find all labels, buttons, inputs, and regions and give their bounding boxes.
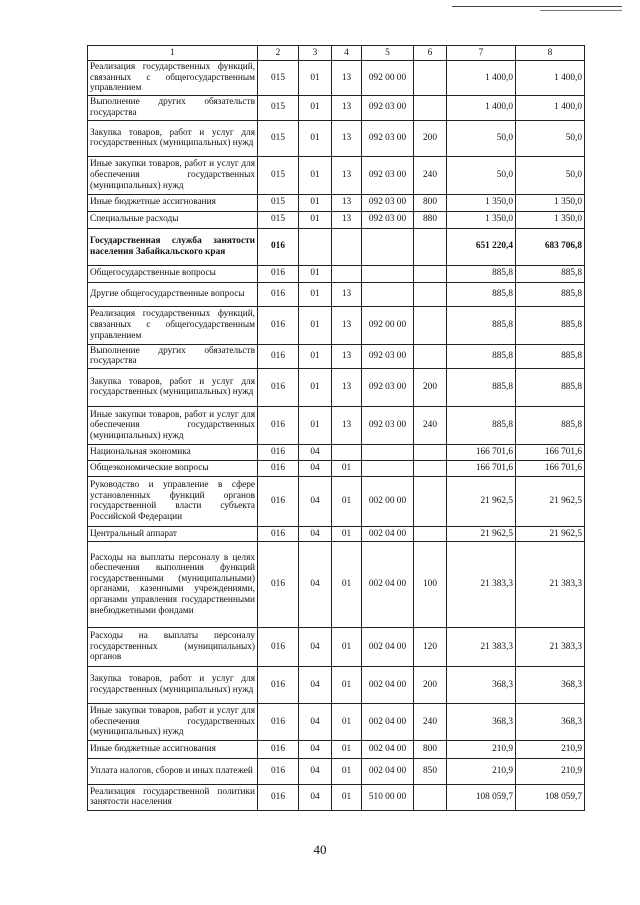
header-cell: 8 bbox=[516, 46, 585, 61]
admin-code-cell: 016 bbox=[258, 368, 299, 406]
section-code-cell: 01 bbox=[299, 120, 332, 156]
row-name-cell: Закупка товаров, работ и услуг для государственных (муниципальных) нужд bbox=[88, 368, 258, 406]
expense-type-cell: 240 bbox=[414, 703, 447, 740]
admin-code-cell: 015 bbox=[258, 194, 299, 211]
admin-code-cell: 016 bbox=[258, 344, 299, 368]
subsection-code-cell: 13 bbox=[332, 61, 362, 96]
expense-type-cell: 850 bbox=[414, 758, 447, 784]
expense-type-cell bbox=[414, 306, 447, 344]
amount-col8-cell: 166 701,6 bbox=[516, 460, 585, 476]
header-cell: 4 bbox=[332, 46, 362, 61]
amount-col7-cell: 166 701,6 bbox=[447, 460, 516, 476]
amount-col7-cell: 21 962,5 bbox=[447, 476, 516, 526]
admin-code-cell: 016 bbox=[258, 476, 299, 526]
section-code-cell: 01 bbox=[299, 344, 332, 368]
table-row bbox=[88, 211, 585, 228]
top-rule-short bbox=[540, 10, 622, 11]
row-name-cell: Уплата налогов, сборов и иных платежей bbox=[88, 758, 258, 784]
amount-col8-cell: 885,8 bbox=[516, 368, 585, 406]
table-row bbox=[88, 460, 585, 476]
row-name-cell: Иные закупки товаров, работ и услуг для обеспечения государственных (муниципальных) нужд bbox=[88, 703, 258, 740]
expense-type-cell: 240 bbox=[414, 406, 447, 444]
amount-col8-cell: 21 383,3 bbox=[516, 541, 585, 627]
amount-col8-cell: 21 962,5 bbox=[516, 476, 585, 526]
admin-code-cell: 015 bbox=[258, 95, 299, 120]
section-code-cell: 04 bbox=[299, 758, 332, 784]
subsection-code-cell: 01 bbox=[332, 666, 362, 703]
amount-col8-cell: 1 400,0 bbox=[516, 95, 585, 120]
amount-col7-cell: 885,8 bbox=[447, 282, 516, 306]
section-code-cell: 01 bbox=[299, 95, 332, 120]
target-article-cell: 092 03 00 bbox=[362, 95, 414, 120]
expense-type-cell: 200 bbox=[414, 120, 447, 156]
expense-type-cell bbox=[414, 95, 447, 120]
row-name-cell: Иные закупки товаров, работ и услуг для обеспечения государственных (муниципальных) нужд bbox=[88, 406, 258, 444]
row-name-cell: Расходы на выплаты персоналу государственных (муниципальных) органов bbox=[88, 627, 258, 666]
amount-col7-cell: 885,8 bbox=[447, 406, 516, 444]
amount-col7-cell: 1 350,0 bbox=[447, 194, 516, 211]
amount-col7-cell: 368,3 bbox=[447, 703, 516, 740]
admin-code-cell: 016 bbox=[258, 758, 299, 784]
row-name-cell: Реализация государственных функций, связанных с общегосударственным управлением bbox=[88, 61, 258, 96]
row-name-cell: Иные бюджетные ассигнования bbox=[88, 740, 258, 758]
table-row bbox=[88, 368, 585, 406]
subsection-code-cell: 01 bbox=[332, 476, 362, 526]
amount-col7-cell: 885,8 bbox=[447, 306, 516, 344]
subsection-code-cell: 13 bbox=[332, 120, 362, 156]
section-code-cell: 04 bbox=[299, 476, 332, 526]
row-name-cell: Общеэкономические вопросы bbox=[88, 460, 258, 476]
target-article-cell bbox=[362, 265, 414, 282]
table-row bbox=[88, 444, 585, 460]
section-code-cell: 01 bbox=[299, 61, 332, 96]
table-row bbox=[88, 541, 585, 627]
amount-col7-cell: 885,8 bbox=[447, 368, 516, 406]
subsection-code-cell: 01 bbox=[332, 740, 362, 758]
amount-col8-cell: 1 350,0 bbox=[516, 194, 585, 211]
admin-code-cell: 016 bbox=[258, 526, 299, 541]
amount-col8-cell: 885,8 bbox=[516, 282, 585, 306]
section-code-cell: 04 bbox=[299, 703, 332, 740]
section-code-cell: 04 bbox=[299, 627, 332, 666]
row-name-cell: Национальная экономика bbox=[88, 444, 258, 460]
amount-col7-cell: 885,8 bbox=[447, 265, 516, 282]
expense-type-cell: 240 bbox=[414, 156, 447, 194]
amount-col7-cell: 21 383,3 bbox=[447, 627, 516, 666]
row-name-cell: Государственная служба занятости населения Забайкальского края bbox=[88, 228, 258, 265]
target-article-cell: 002 04 00 bbox=[362, 627, 414, 666]
target-article-cell: 002 04 00 bbox=[362, 526, 414, 541]
target-article-cell bbox=[362, 282, 414, 306]
admin-code-cell: 015 bbox=[258, 156, 299, 194]
amount-col7-cell: 210,9 bbox=[447, 758, 516, 784]
table-row bbox=[88, 344, 585, 368]
target-article-cell: 092 03 00 bbox=[362, 406, 414, 444]
admin-code-cell: 016 bbox=[258, 784, 299, 810]
target-article-cell bbox=[362, 460, 414, 476]
amount-col8-cell: 21 962,5 bbox=[516, 526, 585, 541]
admin-code-cell: 015 bbox=[258, 211, 299, 228]
target-article-cell: 092 03 00 bbox=[362, 344, 414, 368]
subsection-code-cell: 13 bbox=[332, 211, 362, 228]
table-row bbox=[88, 95, 585, 120]
subsection-code-cell: 13 bbox=[332, 95, 362, 120]
table-row bbox=[88, 156, 585, 194]
row-name-cell: Руководство и управление в сфере установленных функций органов государственной власти субъекта Российской Федерации bbox=[88, 476, 258, 526]
amount-col8-cell: 108 059,7 bbox=[516, 784, 585, 810]
section-code-cell bbox=[299, 228, 332, 265]
section-code-cell: 01 bbox=[299, 194, 332, 211]
row-name-cell: Закупка товаров, работ и услуг для государственных (муниципальных) нужд bbox=[88, 120, 258, 156]
admin-code-cell: 016 bbox=[258, 541, 299, 627]
target-article-cell: 002 04 00 bbox=[362, 758, 414, 784]
amount-col8-cell: 210,9 bbox=[516, 758, 585, 784]
expense-type-cell bbox=[414, 282, 447, 306]
table-row bbox=[88, 784, 585, 810]
row-name-cell: Расходы на выплаты персоналу в целях обеспечения выполнения функций государственными (муниципальными) органами, казенными учреждениями, органами управления государственными внебюджетными фондами bbox=[88, 541, 258, 627]
table-body bbox=[88, 46, 585, 811]
expense-type-cell: 200 bbox=[414, 368, 447, 406]
amount-col8-cell: 368,3 bbox=[516, 666, 585, 703]
row-name-cell: Центральный аппарат bbox=[88, 526, 258, 541]
section-code-cell: 04 bbox=[299, 784, 332, 810]
expense-type-cell: 880 bbox=[414, 211, 447, 228]
subsection-code-cell: 01 bbox=[332, 758, 362, 784]
target-article-cell: 002 04 00 bbox=[362, 740, 414, 758]
amount-col8-cell: 50,0 bbox=[516, 156, 585, 194]
section-code-cell: 01 bbox=[299, 282, 332, 306]
amount-col8-cell: 885,8 bbox=[516, 265, 585, 282]
budget-table bbox=[87, 45, 585, 811]
expense-type-cell bbox=[414, 784, 447, 810]
admin-code-cell: 016 bbox=[258, 460, 299, 476]
amount-col8-cell: 368,3 bbox=[516, 703, 585, 740]
admin-code-cell: 016 bbox=[258, 627, 299, 666]
admin-code-cell: 016 bbox=[258, 228, 299, 265]
expense-type-cell: 120 bbox=[414, 627, 447, 666]
admin-code-cell: 015 bbox=[258, 120, 299, 156]
admin-code-cell: 016 bbox=[258, 282, 299, 306]
amount-col8-cell: 21 383,3 bbox=[516, 627, 585, 666]
amount-col7-cell: 108 059,7 bbox=[447, 784, 516, 810]
expense-type-cell bbox=[414, 444, 447, 460]
target-article-cell: 002 04 00 bbox=[362, 666, 414, 703]
table-row bbox=[88, 194, 585, 211]
subsection-code-cell: 13 bbox=[332, 156, 362, 194]
subsection-code-cell bbox=[332, 444, 362, 460]
header-cell: 6 bbox=[414, 46, 447, 61]
amount-col7-cell: 210,9 bbox=[447, 740, 516, 758]
page-number: 40 bbox=[313, 842, 327, 857]
section-code-cell: 01 bbox=[299, 306, 332, 344]
table-row bbox=[88, 61, 585, 96]
section-code-cell: 04 bbox=[299, 444, 332, 460]
expense-type-cell bbox=[414, 526, 447, 541]
amount-col7-cell: 1 400,0 bbox=[447, 95, 516, 120]
table-row bbox=[88, 758, 585, 784]
row-name-cell: Выполнение других обязательств государства bbox=[88, 95, 258, 120]
amount-col7-cell: 1 350,0 bbox=[447, 211, 516, 228]
section-code-cell: 04 bbox=[299, 541, 332, 627]
header-cell: 3 bbox=[299, 46, 332, 61]
target-article-cell: 092 03 00 bbox=[362, 368, 414, 406]
expense-type-cell bbox=[414, 61, 447, 96]
header-cell: 2 bbox=[258, 46, 299, 61]
amount-col7-cell: 368,3 bbox=[447, 666, 516, 703]
top-rule bbox=[452, 6, 622, 7]
target-article-cell: 092 00 00 bbox=[362, 306, 414, 344]
expense-type-cell bbox=[414, 228, 447, 265]
table-header-row bbox=[88, 46, 585, 61]
row-name-cell: Выполнение других обязательств государства bbox=[88, 344, 258, 368]
admin-code-cell: 016 bbox=[258, 406, 299, 444]
amount-col7-cell: 885,8 bbox=[447, 344, 516, 368]
header-cell: 7 bbox=[447, 46, 516, 61]
target-article-cell: 092 03 00 bbox=[362, 194, 414, 211]
amount-col8-cell: 166 701,6 bbox=[516, 444, 585, 460]
target-article-cell: 002 04 00 bbox=[362, 541, 414, 627]
admin-code-cell: 016 bbox=[258, 306, 299, 344]
target-article-cell: 092 00 00 bbox=[362, 61, 414, 96]
section-code-cell: 01 bbox=[299, 368, 332, 406]
expense-type-cell bbox=[414, 460, 447, 476]
amount-col8-cell: 885,8 bbox=[516, 406, 585, 444]
expense-type-cell: 100 bbox=[414, 541, 447, 627]
expense-type-cell: 800 bbox=[414, 194, 447, 211]
amount-col8-cell: 683 706,8 bbox=[516, 228, 585, 265]
row-name-cell: Закупка товаров, работ и услуг для государственных (муниципальных) нужд bbox=[88, 666, 258, 703]
admin-code-cell: 016 bbox=[258, 703, 299, 740]
target-article-cell bbox=[362, 228, 414, 265]
target-article-cell: 092 03 00 bbox=[362, 211, 414, 228]
expense-type-cell bbox=[414, 344, 447, 368]
target-article-cell bbox=[362, 444, 414, 460]
section-code-cell: 04 bbox=[299, 526, 332, 541]
expense-type-cell: 800 bbox=[414, 740, 447, 758]
section-code-cell: 04 bbox=[299, 460, 332, 476]
table-row bbox=[88, 627, 585, 666]
amount-col8-cell: 885,8 bbox=[516, 344, 585, 368]
table-row bbox=[88, 666, 585, 703]
amount-col7-cell: 50,0 bbox=[447, 120, 516, 156]
table-row bbox=[88, 228, 585, 265]
amount-col7-cell: 21 383,3 bbox=[447, 541, 516, 627]
row-name-cell: Другие общегосударственные вопросы bbox=[88, 282, 258, 306]
admin-code-cell: 016 bbox=[258, 444, 299, 460]
section-code-cell: 04 bbox=[299, 740, 332, 758]
row-name-cell: Общегосударственные вопросы bbox=[88, 265, 258, 282]
admin-code-cell: 016 bbox=[258, 666, 299, 703]
expense-type-cell: 200 bbox=[414, 666, 447, 703]
row-name-cell: Реализация государственной политики занятости населения bbox=[88, 784, 258, 810]
admin-code-cell: 015 bbox=[258, 61, 299, 96]
subsection-code-cell: 01 bbox=[332, 526, 362, 541]
subsection-code-cell: 01 bbox=[332, 541, 362, 627]
subsection-code-cell: 01 bbox=[332, 703, 362, 740]
section-code-cell: 01 bbox=[299, 211, 332, 228]
row-name-cell: Иные закупки товаров, работ и услуг для обеспечения государственных (муниципальных) нужд bbox=[88, 156, 258, 194]
section-code-cell: 01 bbox=[299, 406, 332, 444]
amount-col8-cell: 1 350,0 bbox=[516, 211, 585, 228]
header-cell: 5 bbox=[362, 46, 414, 61]
amount-col7-cell: 21 962,5 bbox=[447, 526, 516, 541]
subsection-code-cell: 01 bbox=[332, 460, 362, 476]
subsection-code-cell: 13 bbox=[332, 344, 362, 368]
expense-type-cell bbox=[414, 476, 447, 526]
subsection-code-cell bbox=[332, 228, 362, 265]
amount-col8-cell: 50,0 bbox=[516, 120, 585, 156]
table-row bbox=[88, 120, 585, 156]
subsection-code-cell: 13 bbox=[332, 282, 362, 306]
subsection-code-cell: 13 bbox=[332, 406, 362, 444]
table-row bbox=[88, 406, 585, 444]
target-article-cell: 092 03 00 bbox=[362, 156, 414, 194]
row-name-cell: Реализация государственных функций, связанных с общегосударственным управлением bbox=[88, 306, 258, 344]
amount-col7-cell: 166 701,6 bbox=[447, 444, 516, 460]
subsection-code-cell: 13 bbox=[332, 306, 362, 344]
table-row bbox=[88, 740, 585, 758]
target-article-cell: 510 00 00 bbox=[362, 784, 414, 810]
table-row bbox=[88, 306, 585, 344]
section-code-cell: 01 bbox=[299, 265, 332, 282]
amount-col7-cell: 1 400,0 bbox=[447, 61, 516, 96]
subsection-code-cell: 13 bbox=[332, 194, 362, 211]
target-article-cell: 002 04 00 bbox=[362, 703, 414, 740]
expense-type-cell bbox=[414, 265, 447, 282]
amount-col8-cell: 885,8 bbox=[516, 306, 585, 344]
row-name-cell: Иные бюджетные ассигнования bbox=[88, 194, 258, 211]
subsection-code-cell bbox=[332, 265, 362, 282]
amount-col8-cell: 1 400,0 bbox=[516, 61, 585, 96]
target-article-cell: 002 00 00 bbox=[362, 476, 414, 526]
target-article-cell: 092 03 00 bbox=[362, 120, 414, 156]
table-row bbox=[88, 282, 585, 306]
amount-col7-cell: 651 220,4 bbox=[447, 228, 516, 265]
table-row bbox=[88, 476, 585, 526]
admin-code-cell: 016 bbox=[258, 265, 299, 282]
subsection-code-cell: 13 bbox=[332, 368, 362, 406]
amount-col7-cell: 50,0 bbox=[447, 156, 516, 194]
table-row bbox=[88, 703, 585, 740]
section-code-cell: 01 bbox=[299, 156, 332, 194]
table-row bbox=[88, 526, 585, 541]
subsection-code-cell: 01 bbox=[332, 784, 362, 810]
row-name-cell: Специальные расходы bbox=[88, 211, 258, 228]
amount-col8-cell: 210,9 bbox=[516, 740, 585, 758]
admin-code-cell: 016 bbox=[258, 740, 299, 758]
subsection-code-cell: 01 bbox=[332, 627, 362, 666]
section-code-cell: 04 bbox=[299, 666, 332, 703]
header-cell: 1 bbox=[88, 46, 258, 61]
table-row bbox=[88, 265, 585, 282]
